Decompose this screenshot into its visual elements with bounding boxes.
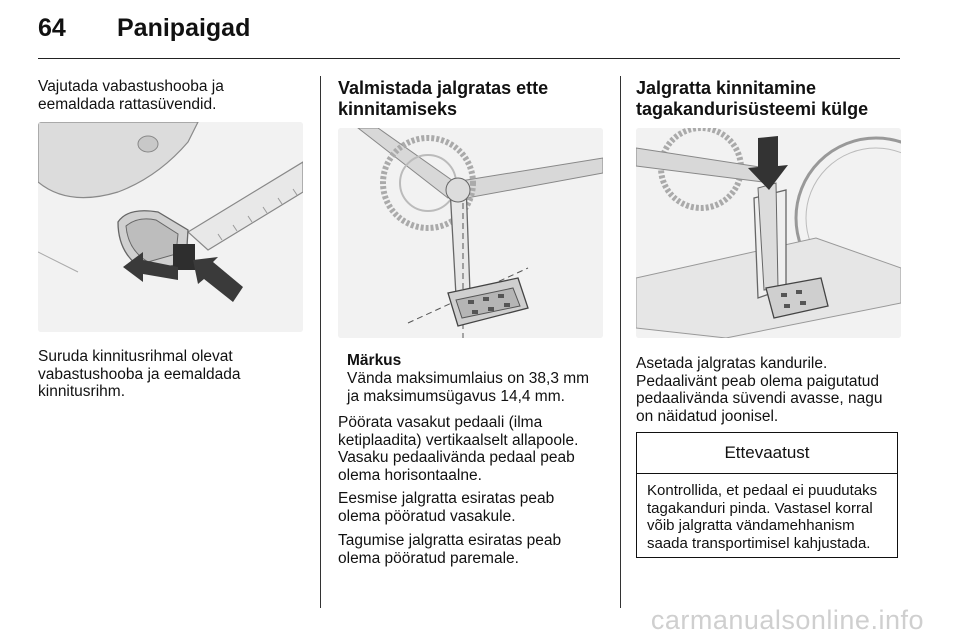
col1-after-text: Suruda kinnitusrihmal olevat vabastushooba ja eemaldada kinnitusrihm. — [38, 348, 241, 400]
col3-heading: Jalgratta kinnitamine tagakandurisüsteemi külge — [636, 78, 869, 119]
note-title: Märkus — [347, 352, 402, 369]
column-divider-1 — [320, 76, 321, 608]
illustration-mount-bicycle — [636, 128, 901, 338]
page-title: Panipaigad — [117, 14, 251, 42]
col2-paragraph-2: Eesmise jalgratta esiratas peab olema pööratud vasakule. — [338, 490, 555, 525]
col2-paragraph-3: Tagumise jalgratta esiratas peab olema pööratud paremale. — [338, 532, 562, 567]
illustration-release-wheel-troughs — [38, 122, 303, 332]
caution-text: Kontrollida, et pedaal ei puudutaks tagakanduri pinda. Vastasel korral võib jalgratta vändamehhanism saada transportimisel kahjustada. — [647, 482, 878, 552]
col2-paragraph-1: Pöörata vasakut pedaali (ilma ketiplaadita) vertikaalselt allapoole. Vasaku pedaalivända pedaal peab olema horisontaalne. — [338, 414, 579, 484]
col2-heading: Valmistada jalgratas ette kinnitamiseks — [338, 78, 549, 119]
column-divider-2 — [620, 76, 621, 608]
col3-paragraph: Asetada jalgratas kandurile. Pedaalivänt peab olema paigutatud pedaalivända süvendi avasse, nagu on näidatud joonisel. — [636, 355, 883, 425]
col1-intro-text: Vajutada vabastushooba ja eemaldada rattasüvendid. — [38, 78, 224, 113]
caution-box — [636, 432, 898, 558]
illustration-pedal-position — [338, 128, 603, 338]
caution-title: Ettevaatust — [637, 433, 897, 474]
watermark: carmanualsonline.info — [650, 605, 924, 635]
header-divider — [38, 58, 900, 59]
note-text: Vända maksimumlaius on 38,3 mm ja maksimumsügavus 14,4 mm. — [347, 370, 590, 405]
page-number: 64 — [38, 14, 66, 42]
